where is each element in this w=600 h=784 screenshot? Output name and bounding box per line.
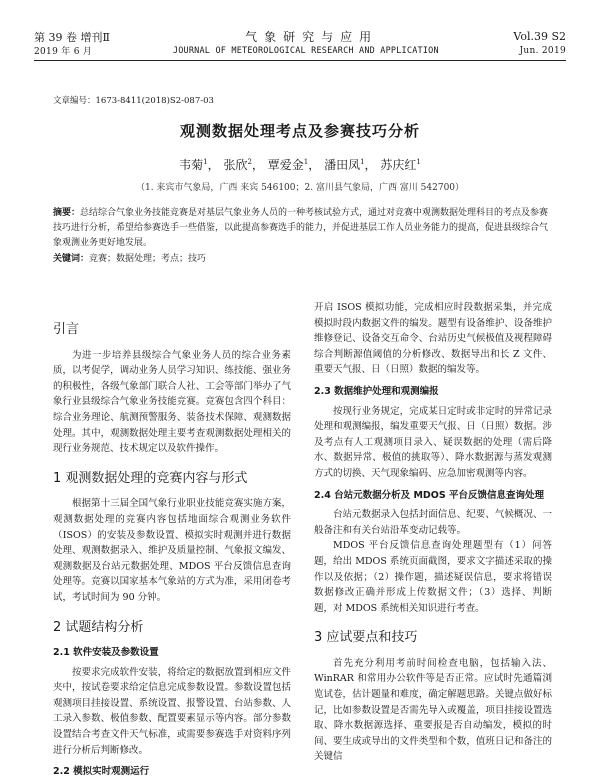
author: 覃爱金$^1$ xyxy=(267,158,309,172)
paragraph-s2-3: 按现行业务规定，完成某日定时或非定时的异常记录处理和观测编报，编发重要天气报、日（日照）数据。涉及考点有人工观测项目录入、疑误数据的处理（需后降水、数据异常、极值的挑取等）、降水数据源与蒸发观测方式的切换、天气现象编码、应急加密观测等内容。 xyxy=(314,405,552,479)
section-heading-1: 1 观测数据处理的竞赛内容与形式 xyxy=(53,470,248,486)
subsection-heading-2-2: 2.2 模拟实时观测运行 xyxy=(53,766,150,778)
journal-title-en: JOURNAL OF METEOROLOGICAL RESEARCH AND APPLICATION xyxy=(172,45,439,56)
subsection-heading-2-1: 2.1 软件安装及参数设置 xyxy=(53,647,159,659)
section-heading-intro: 引言 xyxy=(53,322,80,337)
abstract-label: 摘要： xyxy=(53,208,81,218)
paper-title: 观测数据处理考点及参赛技巧分析 xyxy=(179,122,420,140)
running-header xyxy=(34,28,566,62)
date-cn: 2019 年 6 月 xyxy=(34,47,93,57)
date-en: Jun. 2019 xyxy=(519,45,566,56)
header-rule xyxy=(34,60,566,61)
author: 苏庆红$^1$ xyxy=(380,158,421,172)
header-row-top xyxy=(34,28,566,45)
abstract xyxy=(53,206,551,251)
paragraph-s3: 首先充分利用考前时间检查电脑，包括输入法、WinRAR 和常用办公软件等是否正常。应试时先通篇浏览试卷，估计题量和难度，确定解题思路。关键点做好标记，比如参数设置是否需先导入或覆盖，项目挂接设置选取、降水数据源选择、重要报是否自动编发，模拟的时间、要生成或导出的文件类型和个数，值班日记和备注的关键信 xyxy=(314,657,552,763)
volume-en: Vol.39 S2 xyxy=(513,30,566,43)
paragraph-s1: 根据第十三届全国气象行业职业技能竞赛实施方案，观测数据处理的竞赛内容包括地面综合观测业务软件（ISOS）的安装及参数设置、模拟实时观测并进行数据处理、观测数据录入、维护及质量控制、气象报文编发、观测数据及台站元数据处理、MDOS 平台反馈信息查询处理等。竞赛以国家基本气象站的方式为准，采用闭卷考试，考试时间为 90 分钟。 xyxy=(53,498,291,603)
right-column xyxy=(314,300,552,765)
journal-title-cn: 气象研究与应用 xyxy=(245,30,379,44)
author: 潘田凤$^1$ xyxy=(324,158,365,172)
paragraph-intro: 为进一步培养县级综合气象业务人员的综合业务素质，以考促学，调动业务人员学习知识、练技能、强业务的积极性，各级气象部门联合人社、工会等部门举办了气象行业县级综合气象业务技能竞赛。竞赛包含四个科目：综合业务理论、航测预警服务、装备技术保障、观测数据处理。其中，观测数据处理主要考查观测数据处理相关的现行业务规范、技术规定以及软件操作。 xyxy=(53,349,291,455)
paragraph-s2-4b: MDOS 平台反馈信息查询处理题型有（1）问答题，给出 MDOS 系统页面截图，要求文字描述采取的操作以及依据；（2）操作题，描述疑误信息，要求将错误数据修改正确并形成上传数据文件；（3）选择、判断题，对 MDOS 系统相关知识进行考查。 xyxy=(314,540,552,614)
author: 张欣$^2$ xyxy=(223,158,252,172)
article-number: 文章编号：1673-8411(2018)S2-087-03 xyxy=(53,96,214,106)
paragraph-s2-1: 按要求完成软件安装，将给定的数据放置到相应文件夹中，按试卷要求给定信息完成参数设置。参数设置包括观测项目挂接设置、系统设置、报警设置、台站参数、人工录入参数、极值参数、配置要素显示等内容。部分参数设置结合考查文件天气标准，或需要参赛选手对资料序列进行分析后判断修改。 xyxy=(53,666,291,756)
subsection-heading-2-3: 2.3 数据维护处理和观测编报 xyxy=(314,385,439,397)
header-row-bottom xyxy=(34,44,566,57)
left-column xyxy=(53,322,291,784)
author: 韦菊$^1$ xyxy=(179,158,208,172)
paragraph-s2-2: 开启 ISOS 模拟功能，完成相应时段数据采集，并完成模拟时段内数据文件的编发。题型有设备维护、设备维护维修登记、设备交互命令、台站历史气候极值及视程障碍综合判断源值阈值的分析修改、数据导出和长 Z 文件、重要天气报、日（日照）数据的编发等。 xyxy=(314,302,552,376)
volume-cn: 第 39 卷 增刊Ⅱ xyxy=(34,30,110,44)
keywords xyxy=(53,251,551,264)
keywords-label: 关键词： xyxy=(53,254,90,264)
section-heading-2: 2 试题结构分析 xyxy=(53,619,144,635)
author-list: 韦菊$^1$， 张欣$^2$， 覃爱金$^1$， 潘田凤$^1$， 苏庆红$^1$ xyxy=(179,158,421,172)
paragraph-s2-4a: 台站元数据录入包括封面信息、纪要、气候概况、一般备注和有关台站沿革变动记载等。 xyxy=(314,509,552,536)
section-heading-3: 3 应试要点和技巧 xyxy=(314,630,418,646)
keywords-text: 竞赛；数据处理；考点；技巧 xyxy=(89,254,207,264)
affiliation: （1. 来宾市气象局，广西 来宾 546100；2. 富川县气象局，广西 富川 542700） xyxy=(135,183,465,193)
abstract-text: 总结综合气象业务技能竞赛是对基层气象业务人员的一种考核试验方式，通过对竞赛中观测数据处理科目的考点及参赛技巧进行分析，希望给参赛选手一些借鉴，以此提高参赛选手的能力，并促进基层工作人员业务能力的提高，促进县级综合气象观测业务更好地发展。 xyxy=(53,208,549,248)
subsection-heading-2-4: 2.4 台站元数据分析及 MDOS 平台反馈信息查询处理 xyxy=(314,489,545,501)
